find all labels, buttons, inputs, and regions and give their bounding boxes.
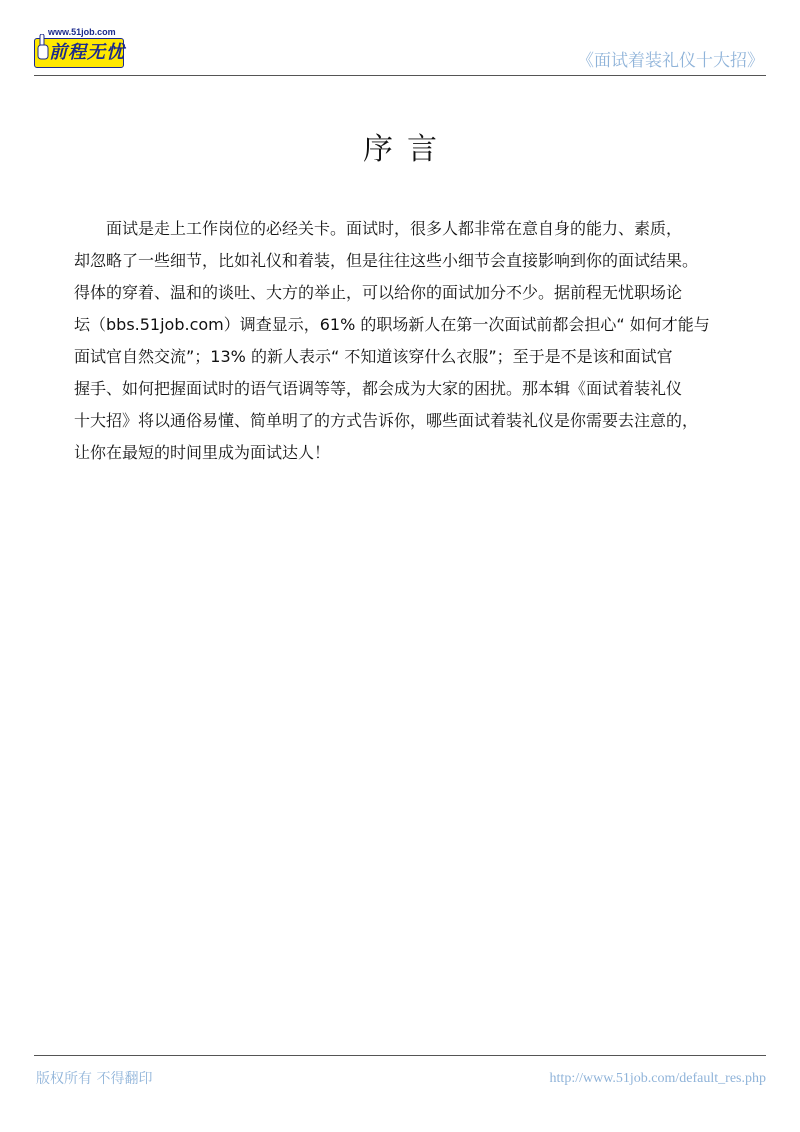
preface-line: 得体的穿着、温和的谈吐、大方的举止，可以给你的面试加分不少。据前程无忧职场论 bbox=[74, 283, 683, 302]
header-divider bbox=[34, 75, 766, 76]
logo-badge bbox=[34, 38, 124, 68]
page-title: 序言 bbox=[363, 132, 451, 167]
preface-line: 却忽略了一些细节，比如礼仪和着装，但是往往这些小细节会直接影响到你的面试结果。 bbox=[74, 251, 699, 270]
logo-url-text: www.51job.com bbox=[48, 27, 116, 37]
preface-line: 坛（bbs.51job.com）调查显示，61% 的职场新人在第一次面试前都会担心“ 如何才能与 bbox=[74, 315, 710, 334]
copyright-notice: 版权所有 不得翻印 bbox=[36, 1071, 153, 1087]
brand-logo[interactable] bbox=[34, 27, 126, 71]
logo-brand-text: 前程无忧 bbox=[49, 42, 125, 63]
preface-line: 面试是走上工作岗位的必经关卡。面试时，很多人都非常在意自身的能力、素质， bbox=[106, 219, 683, 238]
preface-paragraph bbox=[74, 213, 728, 469]
preface-line: 让你在最短的时间里成为面试达人！ bbox=[74, 443, 331, 462]
footer-divider bbox=[34, 1055, 766, 1056]
preface-line: 面试官自然交流”；13% 的新人表示“ 不知道该穿什么衣服”；至于是不是该和面试官 bbox=[74, 347, 673, 366]
document-series-title: 《面试着装礼仪十大招》 bbox=[577, 51, 764, 71]
preface-line: 十大招》将以通俗易懂、简单明了的方式告诉你，哪些面试着装礼仪是你需要去注意的， bbox=[74, 411, 699, 430]
hand-icon bbox=[37, 34, 49, 68]
preface-line: 握手、如何把握面试时的语气语调等等，都会成为大家的困扰。那本辑《面试着装礼仪 bbox=[74, 379, 683, 398]
footer-link[interactable]: http://www.51job.com/default_res.php bbox=[549, 1071, 766, 1086]
